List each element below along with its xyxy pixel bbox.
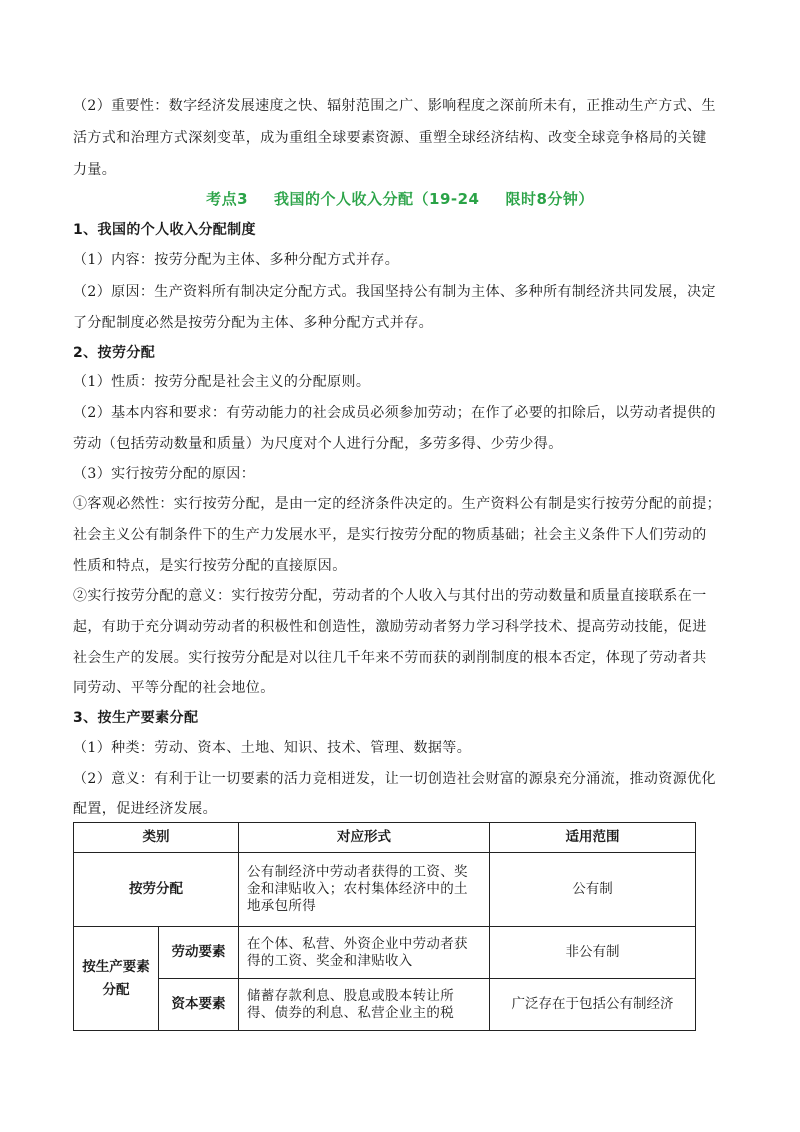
paragraph-line: 力量。	[73, 162, 117, 178]
paragraph-line: 社会生产的发展。实行按劳分配是对以往几千年来不劳而获的剥削制度的根本否定，体现了劳动者共	[73, 650, 707, 666]
section-title-label: 考点3	[206, 190, 248, 208]
paragraph-line: （2）基本内容和要求：有劳动能力的社会成员必须参加劳动；在作了必要的扣除后，以劳动者提供的	[73, 405, 716, 421]
header-scope: 适用范围	[490, 823, 696, 853]
cell-category: 按劳分配	[74, 853, 239, 927]
group-label-line: 按生产要素	[82, 958, 150, 975]
section-title-time: 限时8分钟）	[505, 190, 594, 208]
cell-subcategory: 劳动要素	[159, 927, 239, 979]
paragraph-line: （1）种类：劳动、资本、土地、知识、技术、管理、数据等。	[73, 740, 472, 756]
paragraph-line: 了分配制度必然是按劳分配为主体、多种分配方式并存。	[73, 315, 433, 331]
cell-form: 公有制经济中劳动者获得的工资、奖金和津贴收入；农村集体经济中的土地承包所得	[239, 853, 490, 927]
cell-scope: 非公有制	[490, 927, 696, 979]
table-row	[74, 853, 696, 927]
paragraph-line: 劳动（包括劳动数量和质量）为尺度对个人进行分配，多劳多得、少劳少得。	[73, 436, 563, 452]
paragraph-line: 起，有助于充分调动劳动者的积极性和创造性，激励劳动者努力学习科学技术、提高劳动技能，促进	[73, 619, 707, 635]
section-title-text: 我国的个人收入分配（19-24	[274, 190, 480, 208]
heading-1: 1、我国的个人收入分配制度	[73, 222, 256, 238]
paragraph-line: ①客观必然性：实行按劳分配，是由一定的经济条件决定的。生产资料公有制是实行按劳分配的前提；	[73, 496, 721, 512]
table-row	[74, 927, 696, 979]
section-title	[0, 189, 800, 209]
paragraph-line: （1）性质：按劳分配是社会主义的分配原则。	[73, 374, 371, 390]
paragraph-line: （3）实行按劳分配的原因：	[73, 466, 256, 482]
table-row	[74, 979, 696, 1031]
paragraph-line: 性质和特点，是实行按劳分配的直接原因。	[73, 558, 347, 574]
paragraph-line: （2）重要性：数字经济发展速度之快、辐射范围之广、影响程度之深前所未有，正推动生产方式、生	[73, 98, 716, 114]
paragraph-line: （2）原因：生产资料所有制决定分配方式。我国坚持公有制为主体、多种所有制经济共同发展，决定	[73, 284, 716, 300]
header-form: 对应形式	[239, 823, 490, 853]
paragraph-line: 活方式和治理方式深刻变革，成为重组全球要素资源、重塑全球经济结构、改变全球竞争格局的关键	[73, 130, 707, 146]
paragraph-line: 同劳动、平等分配的社会地位。	[73, 680, 275, 696]
cell-scope: 公有制	[490, 853, 696, 927]
group-label-line: 分配	[102, 981, 130, 998]
paragraph-line: （2）意义：有利于让一切要素的活力竞相迸发，让一切创造社会财富的源泉充分涌流，推动资源优化	[73, 771, 716, 787]
cell-form: 在个体、私营、外资企业中劳动者获得的工资、奖金和津贴收入	[239, 927, 490, 979]
paragraph-line: 配置，促进经济发展。	[73, 801, 217, 817]
cell-group-label	[74, 927, 159, 1031]
cell-form: 储蓄存款利息、股息或股本转让所得、债券的利息、私营企业主的税	[239, 979, 490, 1031]
header-category: 类别	[74, 823, 239, 853]
table-header-row	[74, 823, 696, 853]
paragraph-line: ②实行按劳分配的意义：实行按劳分配，劳动者的个人收入与其付出的劳动数量和质量直接联系在一	[73, 588, 707, 604]
cell-subcategory: 资本要素	[159, 979, 239, 1031]
paragraph-line: （1）内容：按劳分配为主体、多种分配方式并存。	[73, 252, 400, 268]
distribution-table	[73, 822, 696, 1031]
heading-2: 2、按劳分配	[73, 345, 156, 361]
paragraph-line: 社会主义公有制条件下的生产力发展水平，是实行按劳分配的物质基础；社会主义条件下人们劳动的	[73, 527, 707, 543]
cell-scope: 广泛存在于包括公有制经济	[490, 979, 696, 1031]
heading-3: 3、按生产要素分配	[73, 710, 199, 726]
